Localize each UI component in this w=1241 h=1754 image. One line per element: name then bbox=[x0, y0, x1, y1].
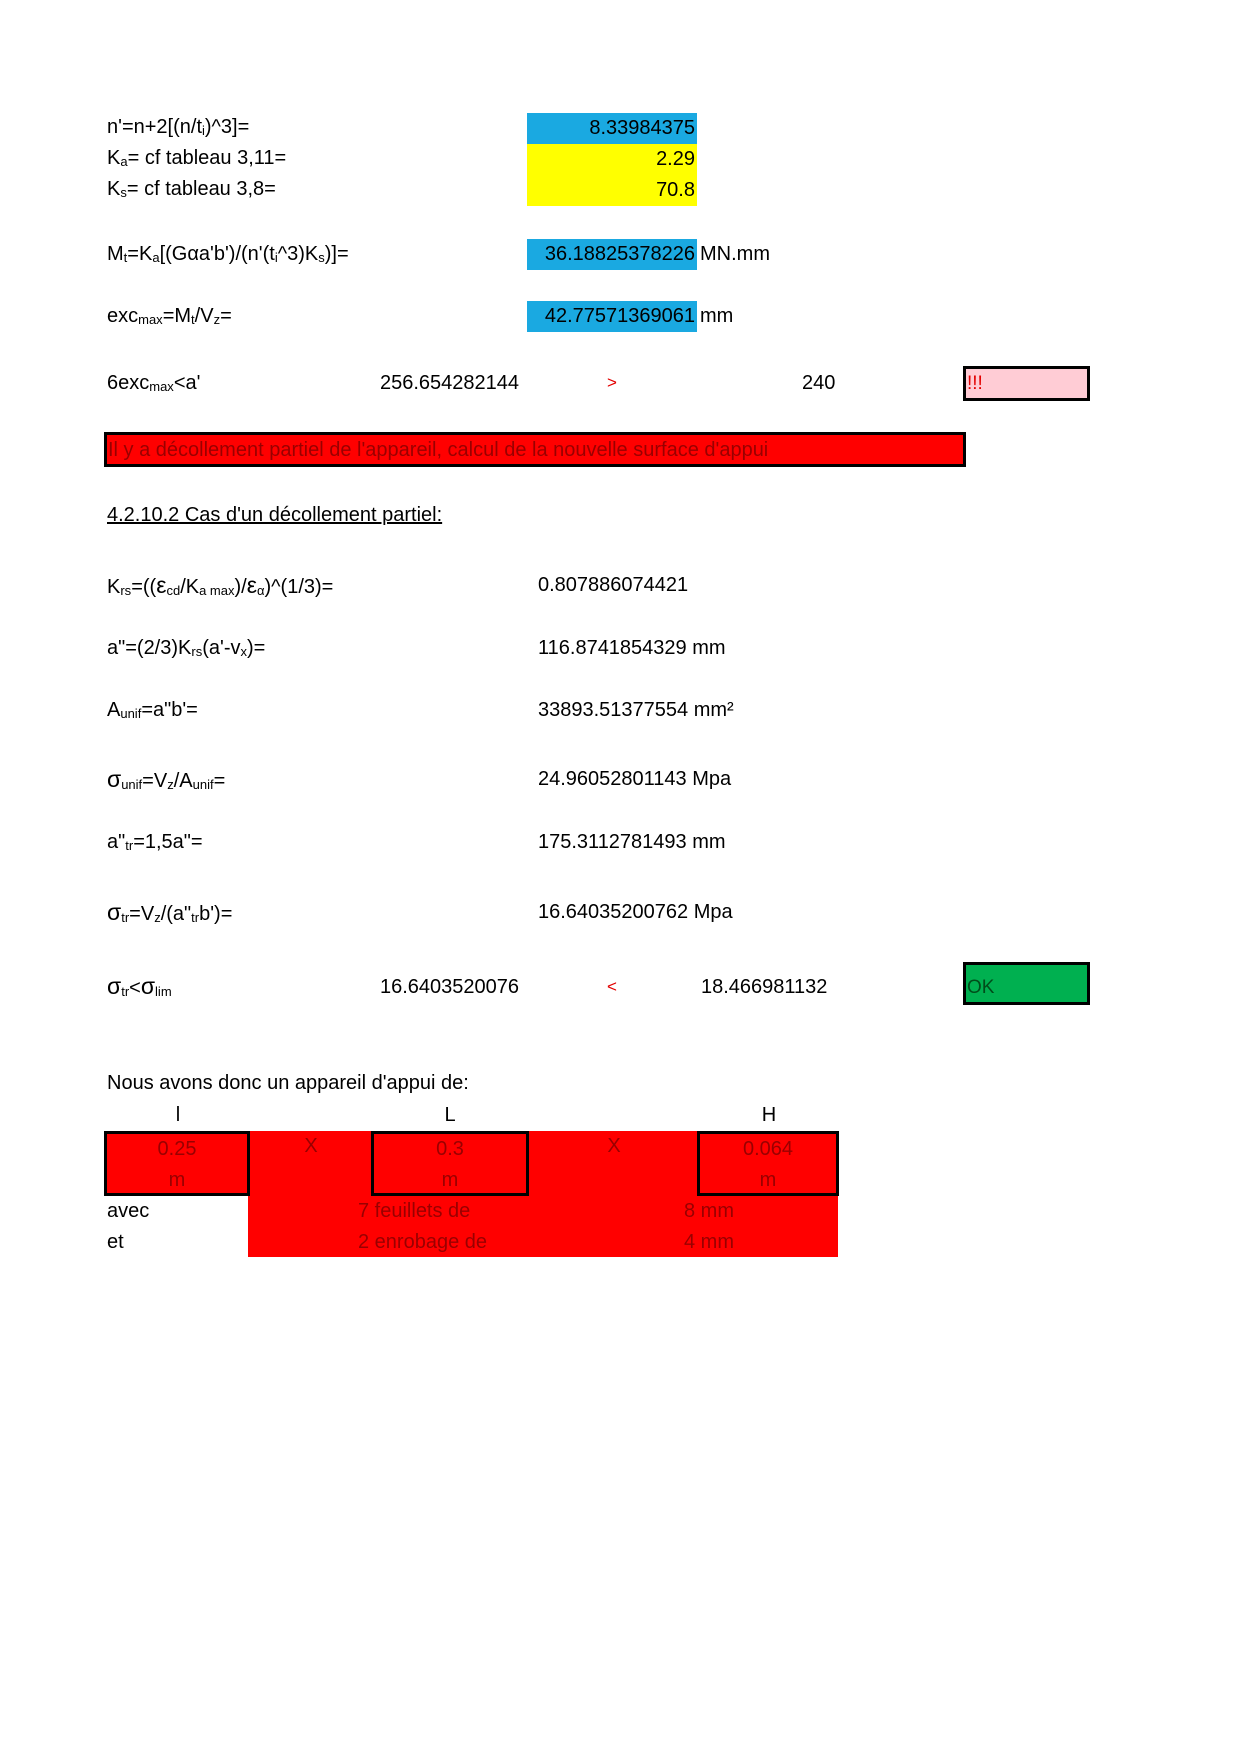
label-n-prime: n'=n+2[(n/ti)^3]= bbox=[107, 116, 250, 138]
value-ka: 2.29 bbox=[527, 144, 697, 175]
dimension-L-unit: m bbox=[441, 1169, 459, 1191]
label-check-stress: σtr<σlim bbox=[107, 973, 172, 999]
check1-left-value: 256.654282144 bbox=[380, 372, 520, 394]
label-sigma-unif: σunif=Vz/Aunif= bbox=[107, 766, 226, 792]
alert-banner-text: Il y a décollement partiel de l'appareil, calcul de la nouvelle surface d'appui bbox=[108, 439, 769, 461]
dimension-L-box bbox=[371, 1131, 529, 1196]
unit-mt: MN.mm bbox=[700, 243, 770, 265]
check2-result-badge bbox=[963, 962, 1090, 1005]
summary-intro: Nous avons donc un appareil d'appui de: bbox=[107, 1072, 469, 1094]
row-et-value: 4 mm bbox=[684, 1231, 734, 1253]
label-a-double-prime: a"=(2/3)Krs(a'-vx)= bbox=[107, 637, 266, 659]
header-L: L bbox=[444, 1104, 456, 1126]
value-a-double-prime: 116.8741854329 mm bbox=[538, 637, 726, 659]
check1-result-badge bbox=[963, 366, 1090, 401]
row-et-label: et bbox=[107, 1231, 124, 1253]
dimension-H-value: 0.064 bbox=[742, 1138, 794, 1160]
check2-right-value: 18.466981132 bbox=[701, 976, 828, 998]
value-mt: 36.18825378226 bbox=[527, 239, 697, 270]
label-ks: Ks= cf tableau 3,8= bbox=[107, 178, 276, 200]
unit-excmax: mm bbox=[700, 305, 734, 327]
value-a-tr: 175.3112781493 mm bbox=[538, 831, 726, 853]
value-sigma-unif: 24.96052801143 Mpa bbox=[538, 768, 732, 790]
dimension-l-unit: m bbox=[168, 1169, 186, 1191]
header-l: l bbox=[175, 1104, 181, 1126]
value-aunif: 33893.51377554 mm² bbox=[538, 699, 734, 721]
header-H: H bbox=[761, 1104, 777, 1126]
row-avec-text: 7 feuillets de bbox=[358, 1200, 471, 1222]
row-et-text: 2 enrobage de bbox=[358, 1231, 488, 1253]
dimension-H-unit: m bbox=[759, 1169, 777, 1191]
row-avec-value: 8 mm bbox=[684, 1200, 734, 1222]
partial-lift-alert-banner bbox=[104, 432, 966, 467]
times-sign-1: X bbox=[304, 1135, 318, 1157]
label-check-eccentricity: 6excmax<a' bbox=[107, 372, 201, 394]
label-ka: Ka= cf tableau 3,11= bbox=[107, 147, 287, 169]
row-avec-label: avec bbox=[107, 1200, 150, 1222]
label-sigma-tr: σtr=Vz/(a"trb')= bbox=[107, 899, 233, 925]
label-excmax: excmax=Mt/Vz= bbox=[107, 305, 232, 327]
check2-result-text: OK bbox=[967, 977, 995, 998]
layer-band bbox=[248, 1195, 838, 1257]
value-n-prime: 8.33984375 bbox=[527, 113, 697, 144]
dimension-l-box bbox=[104, 1131, 250, 1196]
label-krs: Krs=((εcd/Ka max)/εα)^(1/3)= bbox=[107, 572, 334, 598]
dimension-L-value: 0.3 bbox=[436, 1138, 464, 1160]
value-ks: 70.8 bbox=[527, 175, 697, 206]
times-sign-2: X bbox=[607, 1135, 621, 1157]
value-krs: 0.807886074421 bbox=[538, 574, 689, 596]
check1-result-text: !!! bbox=[967, 373, 983, 394]
dimension-l-value: 0.25 bbox=[157, 1138, 197, 1160]
value-excmax: 42.77571369061 bbox=[527, 301, 697, 332]
check1-operator: > bbox=[607, 373, 617, 392]
check2-left-value: 16.6403520076 bbox=[380, 976, 520, 998]
value-sigma-tr: 16.64035200762 Mpa bbox=[538, 901, 733, 923]
label-mt: Mt=Ka[(Gαa'b')/(n'(ti^3)Ks)]= bbox=[107, 243, 349, 265]
section-title: 4.2.10.2 Cas d'un décollement partiel: bbox=[107, 504, 443, 526]
check1-right-value: 240 bbox=[802, 372, 836, 394]
dimension-H-box bbox=[697, 1131, 839, 1196]
label-a-tr: a"tr=1,5a"= bbox=[107, 831, 203, 853]
check2-operator: < bbox=[607, 977, 617, 996]
label-aunif: Aunif=a"b'= bbox=[107, 699, 198, 721]
